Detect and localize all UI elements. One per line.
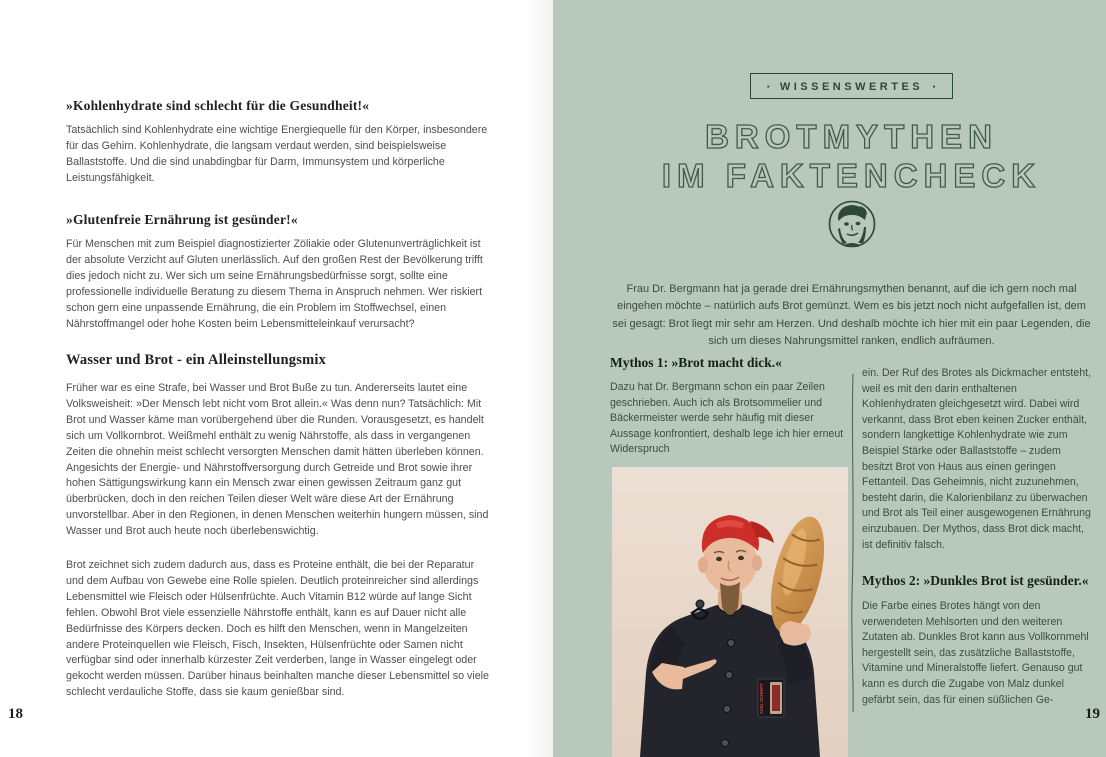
myth1-column-right: ein. Der Ruf des Brotes als Dickmacher entsteht, weil es mit den darin enthaltenen Kohlenhydraten gleichgesetzt wird. Dabei wird verkannt, dass Brot eben keinen Zucker enthält, sondern langkettige Kohlenhydrate wie zum Beispiel Stärke oder Ballaststoffe – zudem besitzt Brot von Haus aus einen geringen Fettanteil. Das Geheimnis, nicht zuzunehmen, besteht darin, die Kalorienbilanz zu überwachen und Brot als Teil einer ausgewogenen Ernährung einzubauen. Der Mythos, dass Brot dick macht, ist definitiv falsch. xyxy=(862,367,1092,551)
patch-text: AXEL SCHMITT xyxy=(759,683,764,714)
page-title xyxy=(550,117,1106,195)
section-heading-carbohydrates: »Kohlenhydrate sind schlecht für die Gesundheit!« xyxy=(66,98,370,113)
section-body-carbohydrates: Tatsächlich sind Kohlenhydrate eine wichtige Energiequelle für den Körper, insbesondere für das Gehirn. Kohlenhydrate, die langsam verdaut werden, sind beispielsweise Ballaststoffe. Und die sind unabdingbar für Darm, Immunsystem und körperliche Leistungsfähigkeit. xyxy=(66,124,488,184)
gutter-shadow xyxy=(523,0,553,757)
myth1-column-left: Dazu hat Dr. Bergmann schon ein paar Zeilen geschrieben. Auch ich als Brotsommelier und Bäckermeister werde sehr häufig mit dieser Aussage konfrontiert, deshalb lege ich hier erneut Widerspruch xyxy=(610,381,844,456)
section-body-glutenfree: Für Menschen mit zum Beispiel diagnostizierter Zöliakie oder Glutenunverträglichkeit ist der absolute Verzicht auf Gluten unerlässlich. Auf den großen Rest der Bevölkerung trifft dies jedoch nicht zu. Wer sich um seine Ernährungsbedürfnisse sorgt, sollte eine professionelle individuelle Beratung zu diesem Thema in Anspruch nehmen. Wer riskiert schon gern eine unpassende Ernährung, die ein Problem im Stoffwechsel, einen Nährstoffmangel oder hohe Kosten beim Lebensmitteleinkauf verursacht? xyxy=(66,238,483,330)
intro-paragraph: Frau Dr. Bergmann hat ja gerade drei Ernährungsmythen benannt, auf die ich gern noch mal eingehen möchte – natürlich aufs Brot gemünzt. Wem es bis jetzt noch nicht aufgefallen ist, dem sei gesagt: Brot liegt mir sehr am Herzen. Und deshalb möchte ich hier mit ein paar Legenden, die sich um dieses Nahrungsmittel ranken, endlich aufräumen. xyxy=(612,283,1091,348)
myth1-heading: Mythos 1: »Brot macht dick.« xyxy=(610,355,782,370)
right-page-content xyxy=(610,0,1093,757)
section-heading-glutenfree: »Glutenfreie Ernährung ist gesünder!« xyxy=(66,212,298,227)
baker-face-icon xyxy=(827,198,877,250)
jacket-patch xyxy=(758,679,784,717)
myth2-heading: Mythos 2: »Dunkles Brot ist gesünder.« xyxy=(862,573,1089,588)
wissenswertes-badge xyxy=(750,73,954,99)
section-heading-water-and-bread: Wasser und Brot - ein Alleinstellungsmix xyxy=(66,352,327,368)
face-icon-wrap xyxy=(610,198,1093,255)
right-page xyxy=(553,0,1106,757)
badge-label: WISSENSWERTES xyxy=(779,80,924,93)
section-body-water-and-bread-2: Brot zeichnet sich zudem dadurch aus, dass es Proteine enthält, die bei der Reparatur und dem Aufbau von Gewebe eine Rolle spielen. Deutlich proteinreicher sind allerdings Lebensmittel wie Fleisch oder Hülsenfrüchte. Auch Vitamin B12 würde auf lange Sicht fehlen. Obwohl Brot viele essenzielle Nährstoffe enthält, kann es auf Dauer nicht alle Bedürfnisse des Körpers decken. Doch es hilft den Menschen, wenn in Mangelzeiten andere Proteinquellen wie Fleisch, Fisch, Insekten, Hülsenfrüchte oder Samen nicht verfügbar sind oder innerhalb kürzester Zeit verderben, lange in Wasser eingelegt oder gekocht werden müssen. Darüber hinaus beinhalten manche dieser Lebensmittel so viele schlecht verdauliche Stoffe, dass sie kaum genießbar sind. xyxy=(66,559,489,699)
column-divider xyxy=(850,374,856,712)
myth2-body: Die Farbe eines Brotes hängt von den verwendeten Mehlsorten und den weiteren Zutaten ab. Dunkles Brot kann aus Vollkornmehl hergestellt sein, das zusätzliche Ballaststoffe, Vitamine und Mineralstoffe liefert. Genauso gut kann es durch die Zugabe von Malz dunkel gefärbt sein, das für einen süßlichen Ge- xyxy=(862,600,1089,706)
badge-dot-left: · xyxy=(766,79,771,94)
baker-photo xyxy=(612,467,848,757)
holding-hand xyxy=(780,621,811,646)
badge-wrap xyxy=(610,73,1093,99)
badge-dot-right: · xyxy=(932,79,937,94)
section-body-water-and-bread-1: Früher war es eine Strafe, bei Wasser und Brot Buße zu tun. Andererseits lautet eine Volksweisheit: »Der Mensch lebt nicht vom Brot allein.« Was denn nun? Tatsächlich: Mit Brot und Wasser käme man vorübergehend über die Runden. Vorausgesetzt, es handelt sich um Vollkornbrot. Weißmehl enthält zu wenig Nährstoffe, als dass in vergangenen Zeiten die ohnehin meist schlecht versorgten Menschen damit hätten überleben können. Angesichts der Energie- und Nährstoffversorgung durch Getreide und Brot sowie ihrer hohen Sättigungswirkung kann ein Mensch zwar einen gewissen Zeitraum ganz gut überbrücken, doch in den reichen Teilen dieser Welt wäre diese Art der Ernährung unvorstellbar. Aber in den Regionen, in denen Menschen weiterhin hungern müssen, sind Wasser und Brot auch heute noch überlebenswichtig. xyxy=(66,382,489,538)
page-title-line2: IM FAKTENCHECK xyxy=(661,157,1042,194)
page-title-line1: BROTMYTHEN xyxy=(705,118,998,155)
page-number-right: 19 xyxy=(1085,706,1100,722)
page-number-left: 18 xyxy=(8,706,23,722)
